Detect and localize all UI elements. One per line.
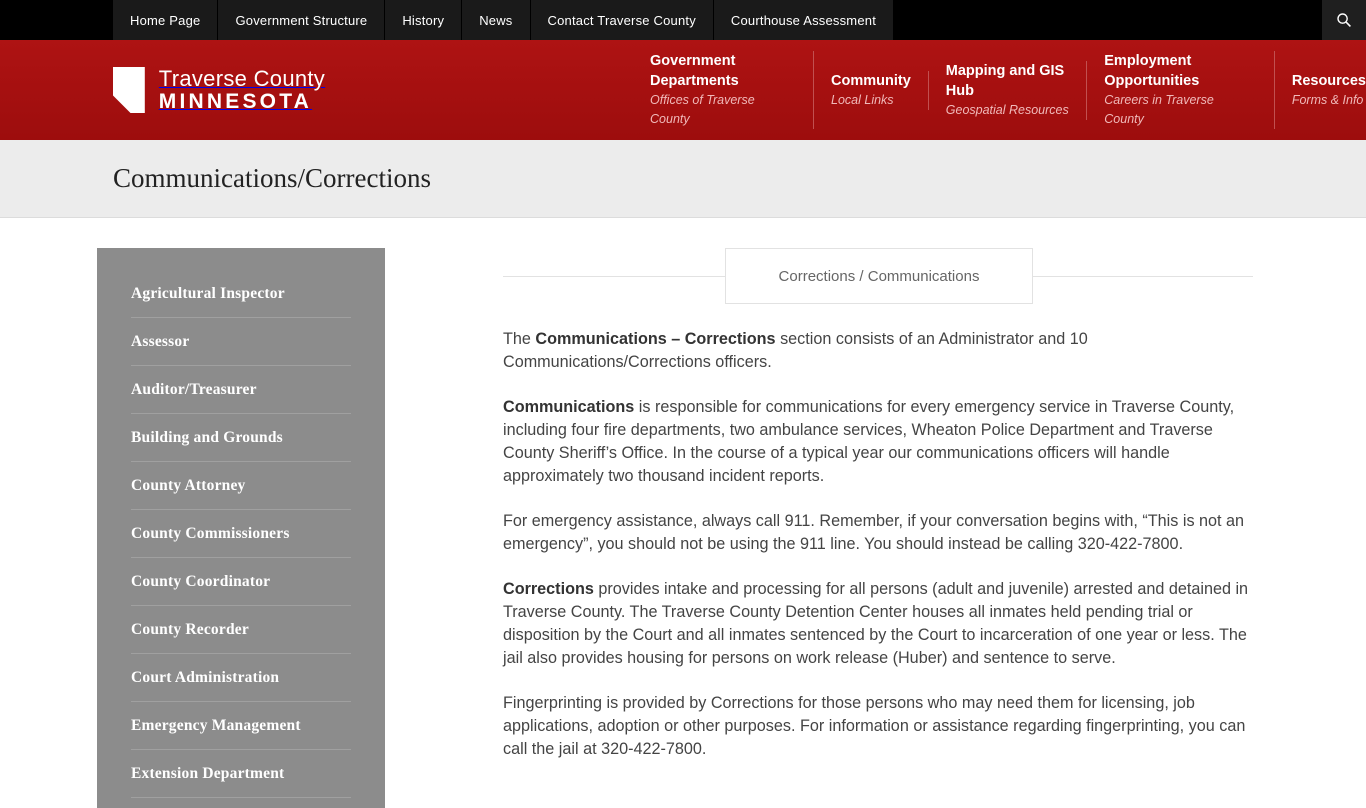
paragraph-rest: Fingerprinting is provided by Corrections for those persons who may need them for licensing, job applications, adoption or other purposes. For information or assistance regarding fingerprinting, you can call the jail at 320-422-7800. [503,694,1246,758]
paragraph-communications [503,396,1253,488]
mainnav-title: Resources [1291,72,1366,89]
brand-line-state: MINNESOTA [158,89,313,113]
topnav-item-government-structure[interactable]: Government Structure [218,0,385,40]
topnav-item-courthouse-assessment[interactable]: Courthouse Assessment [714,0,894,40]
topnav-item-history[interactable]: History [385,0,462,40]
main-navigation [633,51,1366,129]
search-icon [1336,12,1352,28]
page-title: Communications/Corrections [113,163,431,193]
article-body [503,248,1253,808]
mainnav-item-mapping-and-gis-hub[interactable] [929,61,1088,120]
tab-strip [503,248,1253,304]
mainnav-item-resources[interactable] [1275,71,1366,110]
site-logo[interactable] [113,67,445,113]
paragraph-intro [503,328,1253,374]
page-title-band [0,140,1366,218]
paragraph-bold: Communications [503,398,635,416]
topnav-item-contact-traverse-county[interactable]: Contact Traverse County [531,0,714,40]
mainnav-item-government-departments[interactable] [633,51,814,129]
paragraph-bold: Corrections [503,580,594,598]
mainnav-title: Employment Opportunities [1104,53,1200,89]
mainnav-subtitle: Local Links [831,92,894,107]
sidebar-item-county-attorney[interactable]: County Attorney [131,462,351,510]
sidebar-item-building-and-grounds[interactable]: Building and Grounds [131,414,351,462]
mainnav-subtitle: Careers in Traverse County [1104,93,1214,126]
brand-line-county: Traverse County [158,66,326,92]
paragraph-bold: Communications – Corrections [535,330,776,348]
mainnav-item-employment-opportunities[interactable] [1087,51,1275,129]
mainnav-title: Mapping and GIS Hub [945,62,1065,99]
topnav-item-news[interactable]: News [462,0,530,40]
sidebar-item-emergency-management[interactable]: Emergency Management [131,702,351,750]
top-navigation-bar [0,0,1366,40]
brand-text [159,67,445,113]
sidebar-item-assessor[interactable]: Assessor [131,318,351,366]
tab-corrections-communications[interactable]: Corrections / Communications [725,248,1033,304]
paragraph-emergency [503,510,1253,556]
sidebar-item-county-recorder[interactable]: County Recorder [131,606,351,654]
sidebar-item-county-commissioners[interactable]: County Commissioners [131,510,351,558]
paragraph-fingerprinting [503,692,1253,761]
sidebar-item-extension-department[interactable]: Extension Department [131,750,351,798]
mainnav-subtitle: Offices of Traverse County [650,93,755,126]
paragraph-rest: provides intake and processing for all persons (adult and juvenile) arrested and detained in Traverse County. The Traverse County Detention Center houses all inmates held pending trial or disposition by the Court and all inmates sentenced by the Court to incarceration of one year or less. The jail also provides housing for persons on work release (Huber) and sentence to serve. [503,580,1249,667]
paragraph-corrections [503,578,1253,670]
topbar-left-spacer [0,0,113,40]
sidebar-item-court-administration[interactable]: Court Administration [131,654,351,702]
sidebar-item-county-coordinator[interactable]: County Coordinator [131,558,351,606]
paragraph-rest: is responsible for communications for every emergency service in Traverse County, including four fire departments, two ambulance services, Wheaton Police Department and Traverse County Sheriff’s Office. In the course of a typical year our communications officers will handle approximately two thousand incident reports. [503,398,1235,485]
mainnav-title: Government Departments [650,53,739,89]
mainnav-subtitle: Geospatial Resources [945,102,1069,117]
page-content [0,218,1366,808]
mainnav-item-community[interactable] [814,71,929,110]
site-header [0,40,1366,140]
topnav-item-home-page[interactable]: Home Page [113,0,218,40]
paragraph-rest: section consists of an Administrator and 10 Communications/Corrections officers. [503,330,1088,371]
county-shape-icon [113,67,145,113]
top-nav-list [113,0,894,40]
sidebar-item-agricultural-inspector[interactable]: Agricultural Inspector [131,270,351,318]
department-sidebar [97,248,385,808]
mainnav-title: Community [831,72,911,89]
search-button[interactable] [1322,0,1366,40]
paragraph-lead: The [503,330,536,348]
sidebar-item-auditor-treasurer[interactable]: Auditor/Treasurer [131,366,351,414]
paragraph-rest: For emergency assistance, always call 911. Remember, if your conversation begins with, “This is not an emergency”, you should not be using the 911 line. You should instead be calling 320-422-7800. [503,512,1245,553]
mainnav-subtitle: Forms & Info [1291,92,1364,107]
